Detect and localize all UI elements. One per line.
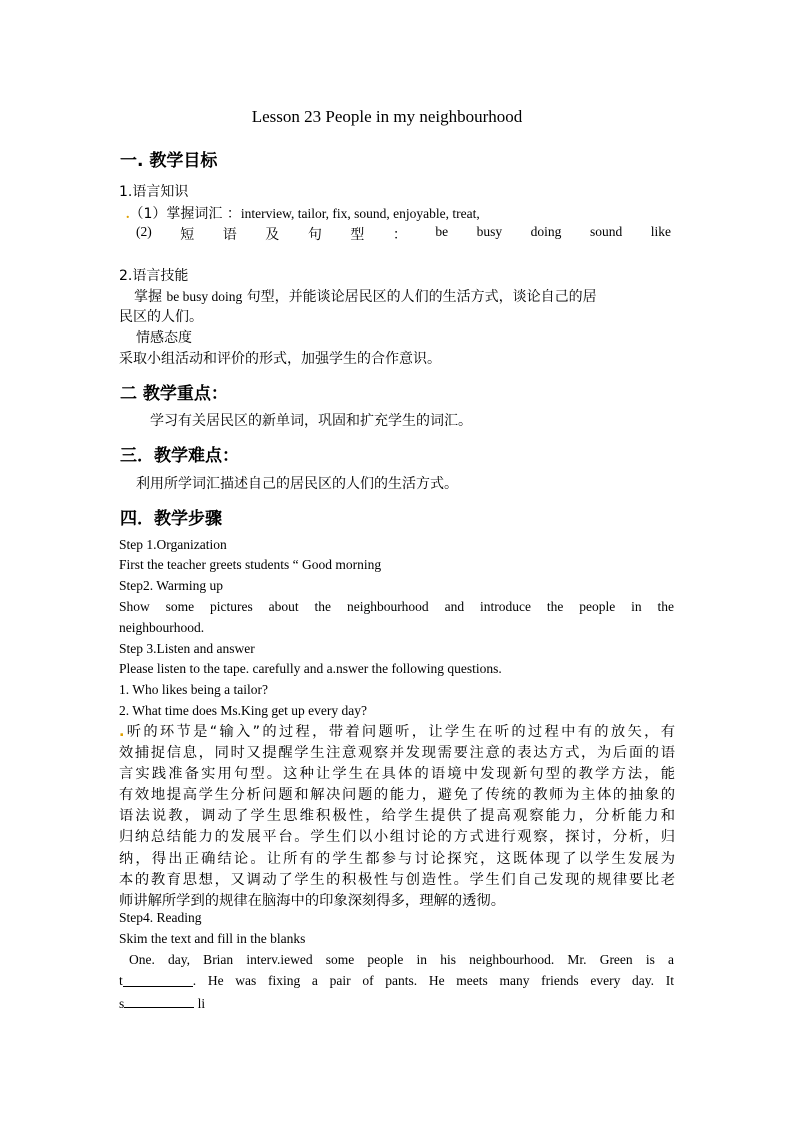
key-points-text: 学习有关居民区的新单词，巩固和扩充学生的词汇。 bbox=[150, 413, 472, 429]
analysis-line: .听的环节是“输入”的过程，带着问题听，让学生在听的过程中有的放矢，有 bbox=[119, 724, 675, 740]
phrase-token: busy bbox=[476, 224, 503, 239]
question-2: 2. What time does Ms.King get up every day? bbox=[119, 703, 367, 718]
phrase-token: 型 bbox=[350, 227, 365, 243]
analysis-line: 语法说教，调动了学生思维积极性，给学生提供了提高观察能力，分析能力和 bbox=[119, 808, 675, 825]
phrase-token: sound bbox=[589, 224, 623, 239]
question-1: 1. Who likes being a tailor? bbox=[119, 682, 268, 697]
section-heading-objectives: 一. 教学目标 bbox=[120, 151, 218, 171]
phrase-token: 及 bbox=[265, 227, 280, 243]
fill-blank[interactable] bbox=[123, 973, 193, 987]
phrase-token: doing bbox=[530, 224, 562, 239]
step-3-heading: Step 3.Listen and answer bbox=[119, 641, 255, 656]
skill-text-b: 句型，并能谈论居民区的人们的生活方式，谈论自己的居 bbox=[242, 289, 597, 305]
analysis-line: 有效地提高学生分析问题和解决问题的能力，避免了传统的教师为主体的抽象的 bbox=[119, 787, 675, 804]
reading-text: li bbox=[194, 996, 206, 1011]
bullet-mark: . bbox=[126, 207, 130, 222]
vocabulary-label: （1）掌握词汇 ： bbox=[129, 206, 241, 222]
language-skill-label: 2.语言技能 bbox=[119, 268, 189, 284]
attitude-label: 情感态度 bbox=[136, 330, 192, 346]
skill-text-en: be busy doing bbox=[166, 289, 243, 304]
step-2-text-line-1: Show some pictures about the neighbourhood and introduce the people in the bbox=[119, 599, 674, 614]
step-1-heading: Step 1.Organization bbox=[119, 537, 227, 552]
reading-line-3 bbox=[119, 994, 205, 1012]
section-heading-steps: 四．教学步骤 bbox=[120, 509, 222, 529]
lesson-title: Lesson 23 People in my neighbourhood bbox=[251, 107, 523, 126]
phrase-token: like bbox=[650, 224, 671, 239]
reading-text: . He was fixing a pair of pants. He meets many friends every day. It bbox=[192, 973, 674, 988]
step-4-text: Skim the text and fill in the blanks bbox=[119, 931, 306, 946]
skill-line-1 bbox=[134, 286, 597, 306]
step-4-heading: Step4. Reading bbox=[119, 910, 202, 925]
language-knowledge-label: 1.语言知识 bbox=[119, 184, 189, 200]
phrase-token: ： bbox=[392, 227, 407, 243]
analysis-line: 归纳总结能力的发展平台。学生们以小组讨论的方式进行观察，探讨，分析，归 bbox=[119, 829, 675, 846]
step-3-text: Please listen to the tape. carefully and a.nswer the following questions. bbox=[119, 661, 502, 676]
analysis-line: 言实践准备实用句型。这种让学生在具体的语境中发现新句型的教学方法，能 bbox=[119, 766, 675, 783]
step-2-text-line-2: neighbourhood. bbox=[119, 620, 205, 635]
analysis-line: 纳，得出正确结论。让所有的学生都参与讨论探究，这既体现了以学生发展为 bbox=[119, 850, 675, 867]
skill-text-a: 掌握 bbox=[134, 289, 167, 305]
section-heading-difficulties: 三．教学难点： bbox=[120, 446, 239, 466]
difficulties-text: 利用所学词汇描述自己的居民区的人们的生活方式。 bbox=[136, 476, 458, 492]
attitude-text: 采取小组活动和评价的形式，加强学生的合作意识。 bbox=[119, 351, 441, 367]
reading-text: t bbox=[119, 973, 123, 988]
phrase-token: be bbox=[435, 224, 449, 239]
vocabulary-line bbox=[126, 203, 480, 223]
section-heading-key-points: 二 教学重点： bbox=[120, 384, 228, 404]
reading-line-1: One. day, Brian interv.iewed some people in his neighbourhood. Mr. Green is a bbox=[129, 952, 674, 967]
analysis-line: 效捕捉信息，同时又提醒学生注意观察并发现需要注意的表达方式，为后面的语 bbox=[119, 745, 675, 762]
step-1-text: First the teacher greets students “ Good morning bbox=[119, 557, 382, 572]
step-2-heading: Step2. Warming up bbox=[119, 578, 224, 593]
phrase-token: (2) bbox=[136, 224, 152, 239]
analysis-line: 师讲解所学到的规律在脑海中的印象深刻得多，理解的透彻。 bbox=[119, 892, 506, 909]
skill-line-2: 民区的人们。 bbox=[119, 309, 203, 325]
fill-blank[interactable] bbox=[124, 994, 194, 1008]
phrases-line bbox=[136, 224, 671, 244]
analysis-paragraph bbox=[119, 722, 675, 912]
reading-text: s bbox=[119, 996, 125, 1011]
reading-line-2 bbox=[119, 973, 674, 989]
phrase-token: 语 bbox=[222, 227, 237, 243]
bullet-mark: . bbox=[119, 724, 125, 740]
vocabulary-words: interview, tailor, fix, sound, enjoyable, treat, bbox=[240, 206, 480, 221]
phrase-token: 短 bbox=[180, 227, 195, 243]
analysis-line: 本的教育思想，又调动了学生的积极性与创造性。学生们自己发现的规律要比老 bbox=[119, 871, 675, 888]
phrase-token: 句 bbox=[307, 227, 322, 243]
